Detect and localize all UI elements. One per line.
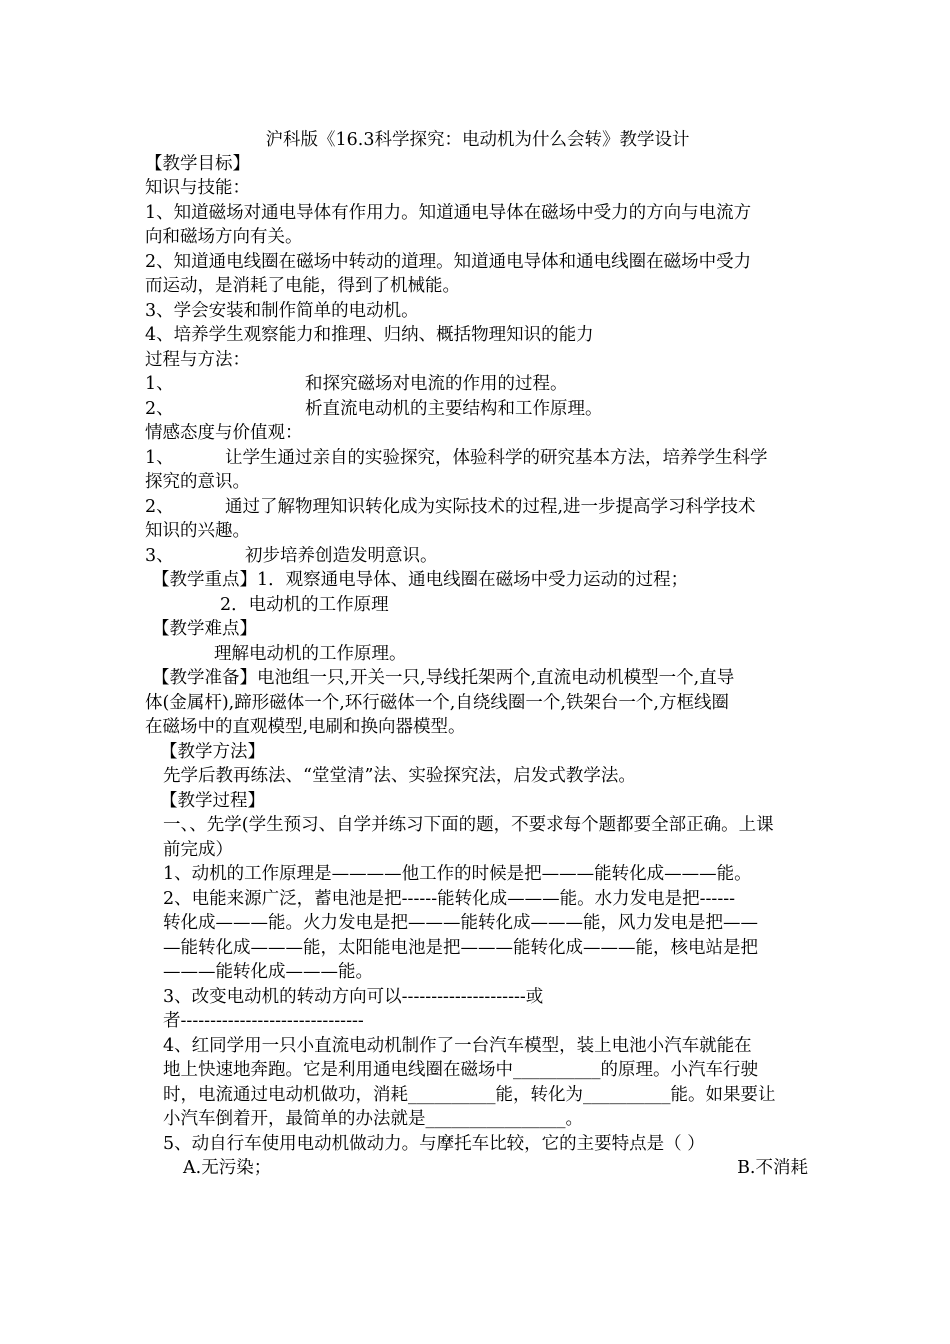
difficulty-text: 理解电动机的工作原理。 — [214, 644, 407, 664]
attitude-item-1-text: 让学生通过亲自的实验探究，体验科学的研究基本方法，培养学生科学 — [225, 448, 768, 468]
question-5-options — [183, 1156, 808, 1180]
knowledge-item-2-line-2: 而运动，是消耗了电能，得到了机械能。 — [145, 276, 460, 296]
attitude-item-2-number: 2、 — [145, 497, 174, 517]
question-5-option-a: A.无污染； — [183, 1158, 272, 1178]
question-2-line-3: —能转化成———能，太阳能电池是把———能转化成———能，核电站是把 — [163, 938, 758, 958]
attitude-item-3 — [145, 544, 810, 568]
keypoints-line-1: 【教学重点】1．观察通电导体、通电线圈在磁场中受力运动的过程； — [152, 570, 689, 590]
process-heading: 过程与方法： — [145, 350, 250, 370]
method-heading: 【教学方法】 — [160, 742, 265, 762]
attitude-item-2-text: 通过了解物理知识转化成为实际技术的过程,进一步提高学习科学技术 — [225, 497, 756, 517]
objectives-heading: 【教学目标】 — [145, 154, 250, 174]
step-1-line-2: 前完成） — [163, 840, 233, 860]
process-item-1-text: 和探究磁场对电流的作用的过程。 — [305, 374, 568, 394]
question-4-line-4: 小汽车倒着开，最简单的办法就是________________。 — [163, 1109, 583, 1129]
process-item-1 — [145, 372, 810, 396]
keypoints-line-2: 2．电动机的工作原理 — [220, 595, 389, 615]
knowledge-item-1-line-2: 向和磁场方向有关。 — [145, 227, 303, 247]
attitude-item-2 — [145, 495, 810, 519]
process-item-1-number: 1、 — [145, 374, 174, 394]
prep-line-3: 在磁场中的直观模型,电刷和换向器模型。 — [145, 717, 466, 737]
attitude-item-3-number: 3、 — [145, 546, 174, 566]
attitude-item-1-line-2: 探究的意识。 — [145, 472, 250, 492]
knowledge-item-2-line-1: 2、知道通电线圈在磁场中转动的道理。知道通电导体和通电线圈在磁场中受力 — [145, 252, 752, 272]
question-4-line-2: 地上快速地奔跑。它是利用通电线圈在磁场中__________的原理。小汽车行驶 — [163, 1060, 758, 1080]
document-title: 沪科版《16.3科学探究：电动机为什么会转》教学设计 — [265, 130, 690, 150]
question-5-option-b: B.不消耗 — [737, 1158, 808, 1178]
question-2-line-4: ———能转化成———能。 — [163, 962, 373, 982]
process-item-2 — [145, 397, 810, 421]
attitude-item-3-text: 初步培养创造发明意识。 — [245, 546, 438, 566]
attitude-item-2-line-2: 知识的兴趣。 — [145, 521, 250, 541]
attitude-item-1-number: 1、 — [145, 448, 174, 468]
method-text: 先学后教再练法、“堂堂清”法、实验探究法，启发式教学法。 — [163, 766, 636, 786]
prep-line-1: 【教学准备】电池组一只,开关一只,导线托架两个,直流电动机模型一个,直导 — [152, 668, 735, 688]
question-4-line-3: 时，电流通过电动机做功，消耗__________能，转化为__________能。如果要让 — [163, 1085, 776, 1105]
question-3-line-1: 3、改变电动机的转动方向可以---------------------或 — [163, 987, 544, 1007]
prep-line-2: 体(金属杆),蹄形磁体一个,环行磁体一个,自绕线圈一个,铁架台一个,方框线圈 — [145, 693, 729, 713]
knowledge-item-3: 3、学会安装和制作简单的电动机。 — [145, 301, 419, 321]
question-5: 5、动自行车使用电动机做动力。与摩托车比较，它的主要特点是（ ） — [163, 1134, 705, 1154]
question-2-line-2: 转化成———能。火力发电是把———能转化成———能，风力发电是把—— — [163, 913, 758, 933]
process-item-2-number: 2、 — [145, 399, 174, 419]
attitude-item-1 — [145, 446, 810, 470]
attitude-heading: 情感态度与价值观： — [145, 423, 303, 443]
difficulty-heading: 【教学难点】 — [152, 619, 257, 639]
knowledge-heading: 知识与技能： — [145, 178, 250, 198]
process-item-2-text: 析直流电动机的主要结构和工作原理。 — [305, 399, 603, 419]
question-2-line-1: 2、电能来源广泛，蓄电池是把------能转化成———能。水力发电是把------ — [163, 889, 736, 909]
teaching-process-heading: 【教学过程】 — [160, 791, 265, 811]
knowledge-item-4: 4、培养学生观察能力和推理、归纳、概括物理知识的能力 — [145, 325, 594, 345]
question-4-line-1: 4、红同学用一只小直流电动机制作了一台汽车模型，装上电池小汽车就能在 — [163, 1036, 752, 1056]
question-1: 1、动机的工作原理是————他工作的时候是把———能转化成———能。 — [163, 864, 752, 884]
knowledge-item-1-line-1: 1、知道磁场对通电导体有作用力。知道通电导体在磁场中受力的方向与电流方 — [145, 203, 752, 223]
question-3-line-2: 者------------------------------- — [163, 1011, 364, 1031]
step-1-line-1: 一、、先学(学生预习、自学并练习下面的题，不要求每个题都要全部正确。上课 — [163, 815, 774, 835]
